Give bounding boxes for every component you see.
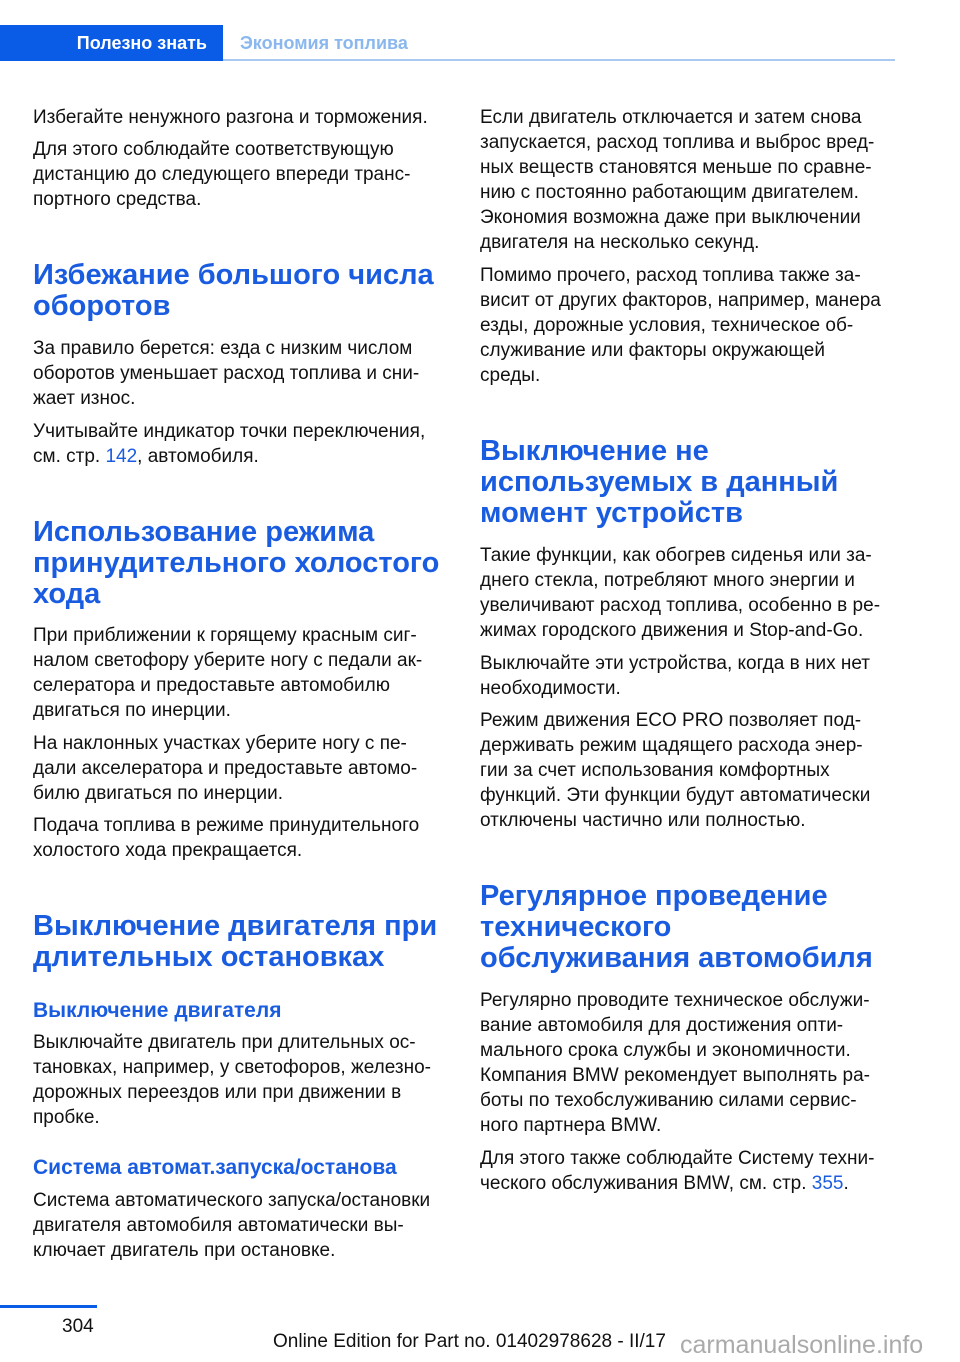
paragraph: За правило берется: езда с низким числом оборотов уменьшает расход топлива и сни- жает износ. [33,338,420,409]
heading-engine-off-long-stops: Выключение двигателя при длительных остановках [33,910,438,973]
paragraph: Если двигатель отключается и затем снова запускается, расход топлива и выброс вред- ных веществ становятся меньше по сравне- нию с постоянно работающим двигателем. Экономия возможна даже при выключении двигателя на несколько секунд. [480,107,875,253]
paragraph: Выключайте эти устройства, когда в них нет необходимости. [480,653,870,699]
footer-accent-line [0,1305,97,1308]
tab-fuel-economy[interactable]: Экономия топлива [240,33,408,53]
edition-text: Online Edition for Part no. 01402978628 - II/17 [273,1331,666,1352]
text: Для этого также соблюдайте Систему техни- ческого обслуживания BMW, см. стр. [480,1148,875,1194]
heading-switch-off-devices: Выключение не используемых в данный момент устройств [480,435,839,529]
paragraph: Система автоматического запуска/остановки двигателя автомобиля автоматически вы- ключает двигатель при остановке. [33,1190,431,1261]
paragraph [33,419,453,469]
text: , автомобиля. [137,446,259,467]
watermark: carmanualsonline.info [680,1331,924,1359]
heading-coasting: Использование режима принудительного холостого хода [33,516,440,610]
header-divider [223,59,895,61]
paragraph: При приближении к горящему красным сиг- налом светофору уберите ногу с педали ак- селератора и предоставьте автомобилю двигаться по инерции. [33,625,423,721]
page-link-142[interactable]: 142 [105,446,138,467]
subheading-engine-off: Выключение двигателя [33,999,282,1022]
paragraph: Подача топлива в режиме принудительного холостого хода прекращается. [33,815,420,861]
paragraph: Для этого соблюдайте соответствующую дистанцию до следующего впереди транс- портного средства. [33,139,411,210]
paragraph: Выключайте двигатель при длительных ос- тановках, например, у светофоров, железно- дорожных переездов или при движении в пробке. [33,1032,431,1128]
paragraph: Помимо прочего, расход топлива также за- висит от других факторов, например, манера езды, дорожные условия, техническое об- служивание или факторы окружающей среды. [480,265,881,386]
page-link-355[interactable]: 355 [811,1173,844,1194]
paragraph: Режим движения ECO PRO позволяет под- держивать режим щадящего расхода энер- гии за счет использования комфортных функций. Эти функции будут автоматически отключены частично или полностью. [480,710,871,831]
text: . [843,1173,849,1194]
text: Учитывайте индикатор точки переключения, см. стр. [33,421,426,467]
tab-useful-info[interactable]: Полезно знать [0,25,223,61]
page-number: 304 [62,1316,94,1337]
subheading-auto-start-stop: Система автомат.запуска/останова [33,1156,397,1179]
paragraph: Такие функции, как обогрев сиденья или за- днего стекла, потребляют много энергии и увеличивают расход топлива, особенно в ре- жимах городского движения и Stop-and-Go. [480,545,881,641]
paragraph: Избегайте ненужного разгона и торможения. [33,107,428,128]
heading-regular-service: Регулярное проведение технического обслуживания автомобиля [480,880,873,974]
paragraph: Регулярно проводите техническое обслужи- вание автомобиля для достижения опти- мального срока службы и экономичности. Компания BMW рекомендует выполнять ра- боты по техобслуживанию силами сервис- ного партнера BMW. [480,990,870,1136]
paragraph: На наклонных участках уберите ногу с пе- дали акселератора и предоставьте автомо- билю двигаться по инерции. [33,733,418,804]
paragraph [480,1146,900,1196]
heading-avoid-high-revs: Избежание большого числа оборотов [33,259,434,322]
